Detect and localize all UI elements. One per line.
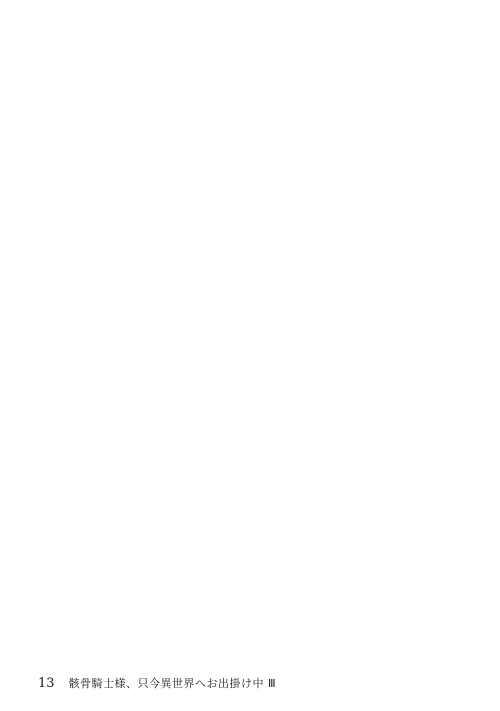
page-number: 13 [38,676,55,691]
page-footer [38,675,276,691]
vertical-body-text [38,52,462,652]
running-title: 骸骨騎士様、只今異世界へお出掛け中 Ⅲ [68,677,277,690]
